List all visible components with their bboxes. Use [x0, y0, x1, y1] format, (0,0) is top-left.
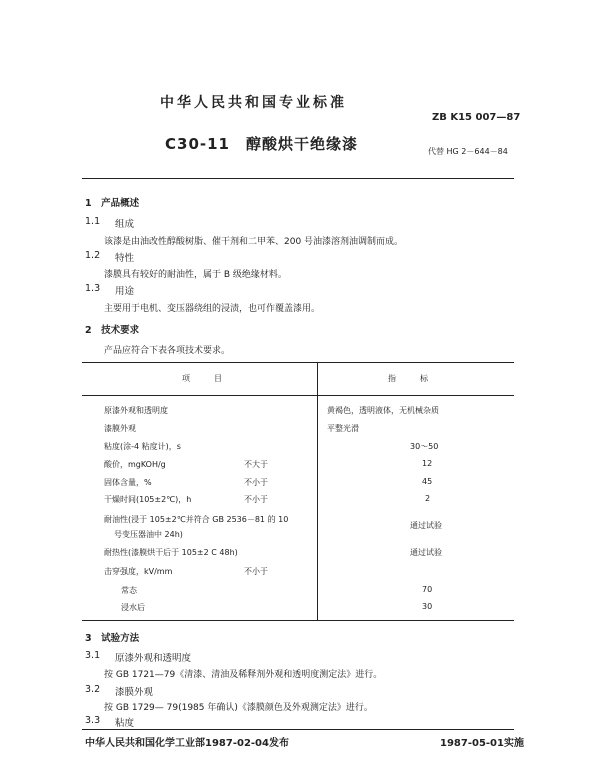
- row-value: 12: [422, 459, 433, 468]
- row-item: 耐油性(浸于 105±2℃并符合 GB 2536－81 的 10: [104, 515, 289, 524]
- section-1-2-num: 1.2: [85, 250, 101, 261]
- section-1-2-text: 漆膜具有较好的耐油性，属于 B 级绝缘材料。: [104, 270, 287, 280]
- section-1-title: 1 产品概述: [85, 198, 140, 209]
- table-top-rule: [82, 362, 514, 363]
- section-1-2-title: 特性: [115, 253, 135, 264]
- section-2-title: 2 技术要求: [85, 325, 140, 336]
- row-item: 耐热性(漆膜烘干后于 105±2 C 48h): [104, 548, 238, 557]
- row-item: 常态: [121, 586, 137, 595]
- section-3-2-title: 漆膜外观: [115, 687, 154, 698]
- row-value: 平整光滑: [327, 424, 359, 433]
- row-condition: 不小于: [244, 495, 268, 504]
- row-condition: 不小于: [244, 567, 268, 576]
- section-1-3-title: 用途: [115, 286, 135, 297]
- row-value: 通过试验: [410, 548, 442, 557]
- row-value: 30: [422, 602, 433, 611]
- row-value: 黄褐色，透明液体，无机械杂质: [327, 406, 439, 415]
- section-3-1-num: 3.1: [85, 650, 101, 661]
- document-title: C30-11 醇酸烘干绝缘漆: [165, 135, 358, 153]
- table-header-index: 指 标: [388, 374, 428, 383]
- section-1-1-num: 1.1: [85, 216, 101, 227]
- header-rule: [82, 178, 514, 179]
- row-value: 30～50: [410, 442, 439, 451]
- row-value: 70: [422, 585, 433, 594]
- section-1-1-title: 组成: [115, 219, 135, 230]
- row-item: 酸价，mgKOH/g: [104, 460, 166, 469]
- section-3-1-title: 原漆外观和透明度: [115, 653, 192, 664]
- section-3-2-text: 按 GB 1729— 79(1985 年确认)《漆膜颜色及外观测定法》进行。: [104, 703, 373, 713]
- footer-effective: 1987-05-01实施: [440, 738, 524, 749]
- table-header-item: 项 目: [182, 374, 222, 383]
- section-3-title: 3 试验方法: [85, 633, 140, 644]
- row-item-continued: 号变压器油中 24h): [114, 530, 183, 539]
- issuing-org: 中华人民共和国专业标准: [160, 95, 347, 111]
- row-item: 固体含量，%: [104, 478, 152, 487]
- row-value: 45: [422, 477, 433, 486]
- table-header-rule: [82, 395, 514, 396]
- section-1-1-text: 该漆是由油改性醇酸树脂、催干剂和二甲苯、200 号油漆溶剂油调制而成。: [104, 237, 404, 247]
- footer-rule: [82, 729, 514, 730]
- section-3-3-num: 3.3: [85, 715, 101, 726]
- standard-code: ZB K15 007—87: [432, 112, 521, 123]
- row-condition: 不小于: [244, 478, 268, 487]
- section-3-2-num: 3.2: [85, 684, 101, 695]
- row-item: 浸水后: [121, 603, 145, 612]
- row-item: 漆膜外观: [104, 424, 136, 433]
- section-3-1-text: 按 GB 1721—79《清漆、清油及稀释剂外观和透明度测定法》进行。: [104, 670, 383, 680]
- table-column-divider: [317, 362, 318, 620]
- footer-issued: 中华人民共和国化学工业部1987-02-04发布: [85, 738, 289, 749]
- row-item: 击穿强度，kV/mm: [104, 567, 173, 576]
- section-3-3-title: 粘度: [115, 718, 135, 729]
- table-bottom-rule: [82, 620, 514, 621]
- row-value: 通过试验: [410, 521, 442, 530]
- row-item: 粘度(涂-4 粘度计)，s: [104, 442, 181, 451]
- section-2-intro: 产品应符合下表各项技术要求。: [104, 346, 231, 356]
- row-item: 干燥时间(105±2℃)，h: [104, 495, 192, 504]
- section-1-3-num: 1.3: [85, 283, 101, 294]
- replaces-note: 代替 HG 2－644－84: [428, 147, 508, 156]
- row-item: 原漆外观和透明度: [104, 406, 168, 415]
- row-condition: 不大于: [244, 460, 268, 469]
- section-1-3-text: 主要用于电机、变压器绕组的浸渍，也可作覆盖漆用。: [104, 304, 321, 314]
- row-value: 2: [425, 494, 431, 503]
